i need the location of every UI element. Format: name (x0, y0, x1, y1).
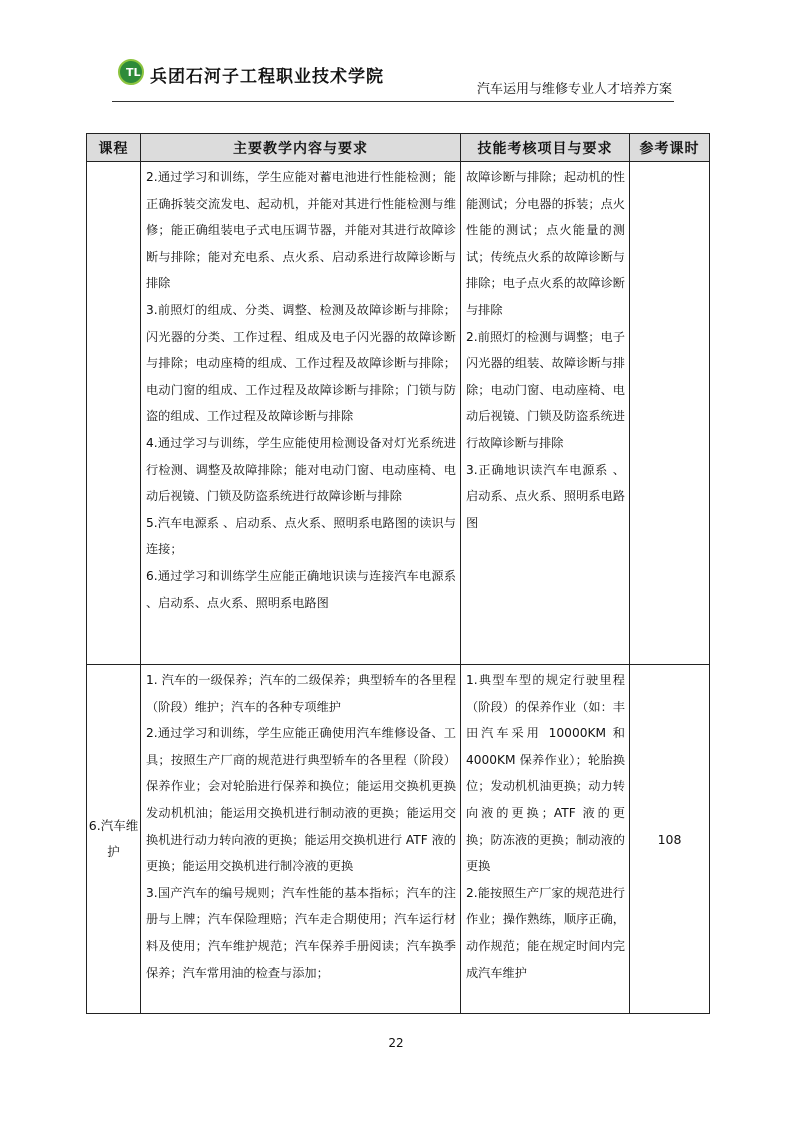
hours-cell: 108 (630, 665, 710, 1014)
column-header-skills: 技能考核项目与要求 (461, 134, 630, 162)
content-paragraph: 3.国产汽车的编号规则；汽车性能的基本指标；汽车的注册与上牌；汽车保险理赔；汽车走合期使用；汽车运行材料及使用；汽车维护规范；汽车保养手册阅读；汽车换季保养；汽车常用油的检查与添加； (146, 885, 456, 980)
course-cell: 6.汽车维护 (87, 665, 141, 1014)
table-header-row (87, 134, 710, 162)
skills-paragraph: 故障诊断与排除；起动机的性能测试；分电器的拆装；点火性能的测试；点火能量的测试；传统点火系的故障诊断与排除；电子点火系的故障诊断与排除 (466, 170, 625, 317)
page-number: 22 (388, 1036, 404, 1050)
page-header (112, 52, 674, 100)
content-paragraph: 4.通过学习与训练，学生应能使用检测设备对灯光系统进行检测、调整及故障排除；能对电动门窗、电动座椅、电动后视镜、门锁及防盗系统进行故障诊断与排除 (146, 435, 456, 504)
table-row (87, 162, 710, 665)
header-divider (112, 101, 674, 102)
skills-paragraph: 2.能按照生产厂家的规范进行作业；操作熟练，顺序正确，动作规范；能在规定时间内完成汽车维护 (466, 885, 625, 980)
curriculum-table (86, 133, 710, 1014)
content-cell (141, 665, 461, 1014)
skills-paragraph: 2.前照灯的检测与调整；电子闪光器的组装、故障诊断与排除；电动门窗、电动座椅、电动后视镜、门锁及防盗系统进行故障诊断与排除 (466, 329, 625, 450)
hours-cell (630, 162, 710, 665)
skills-cell (461, 162, 630, 665)
school-name: 兵团石河子工程职业技术学院 (150, 67, 384, 87)
column-header-hours: 参考课时 (630, 134, 710, 162)
content-paragraph: 3.前照灯的组成、分类、调整、检测及故障诊断与排除；闪光器的分类、工作过程、组成及电子闪光器的故障诊断与排除；电动座椅的组成、工作过程及故障诊断与排除；电动门窗的组成、工作过程及故障诊断与排除；门锁与防盗的组成、工作过程及故障诊断与排除 (146, 302, 456, 424)
column-header-course: 课程 (87, 134, 141, 162)
skills-paragraph: 1.典型车型的规定行驶里程（阶段）的保养作业（如：丰田汽车采用 10000KM 和 4000KM 保养作业）；轮胎换位；发动机机油更换；动力转向液的更换；ATF 液的更换；防冻液的更换；制动液的更换 (466, 673, 625, 874)
content-paragraph: 2.通过学习和训练，学生应能正确使用汽车维修设备、工具；按照生产厂商的规范进行典型轿车的各里程（阶段）保养作业；会对轮胎进行保养和换位；能运用交换机更换发动机机油；能运用交换机进行制动液的更换；能运用交换机进行动力转向液的更换；能运用交换机进行 ATF 液的更换；能运用交换机进行制冷液的更换 (146, 726, 456, 874)
school-logo-icon: TL (118, 59, 144, 85)
content-paragraph: 6.通过学习和训练学生应能正确地识读与连接汽车电源系 、启动系、点火系、照明系电路图 (146, 568, 456, 610)
skills-cell (461, 665, 630, 1014)
content-cell (141, 162, 461, 665)
content-paragraph: 2.通过学习和训练，学生应能对蓄电池进行性能检测；能正确拆装交流发电、起动机，并能对其进行性能检测与维修；能正确组装电子式电压调节器，并能对其进行故障诊断与排除；能对充电系、点火系、启动系进行故障诊断与排除 (146, 170, 456, 291)
document-title: 汽车运用与维修专业人才培养方案 (476, 82, 672, 97)
table-row (87, 665, 710, 1014)
skills-paragraph: 3.正确地识读汽车电源系 、启动系、点火系、照明系电路图 (466, 462, 625, 530)
column-header-content: 主要教学内容与要求 (141, 134, 461, 162)
content-paragraph: 1. 汽车的一级保养；汽车的二级保养；典型轿车的各里程（阶段）维护；汽车的各种专项维护 (146, 673, 456, 714)
content-paragraph: 5.汽车电源系 、启动系、点火系、照明系电路图的读识与连接； (146, 515, 456, 557)
course-cell (87, 162, 141, 665)
